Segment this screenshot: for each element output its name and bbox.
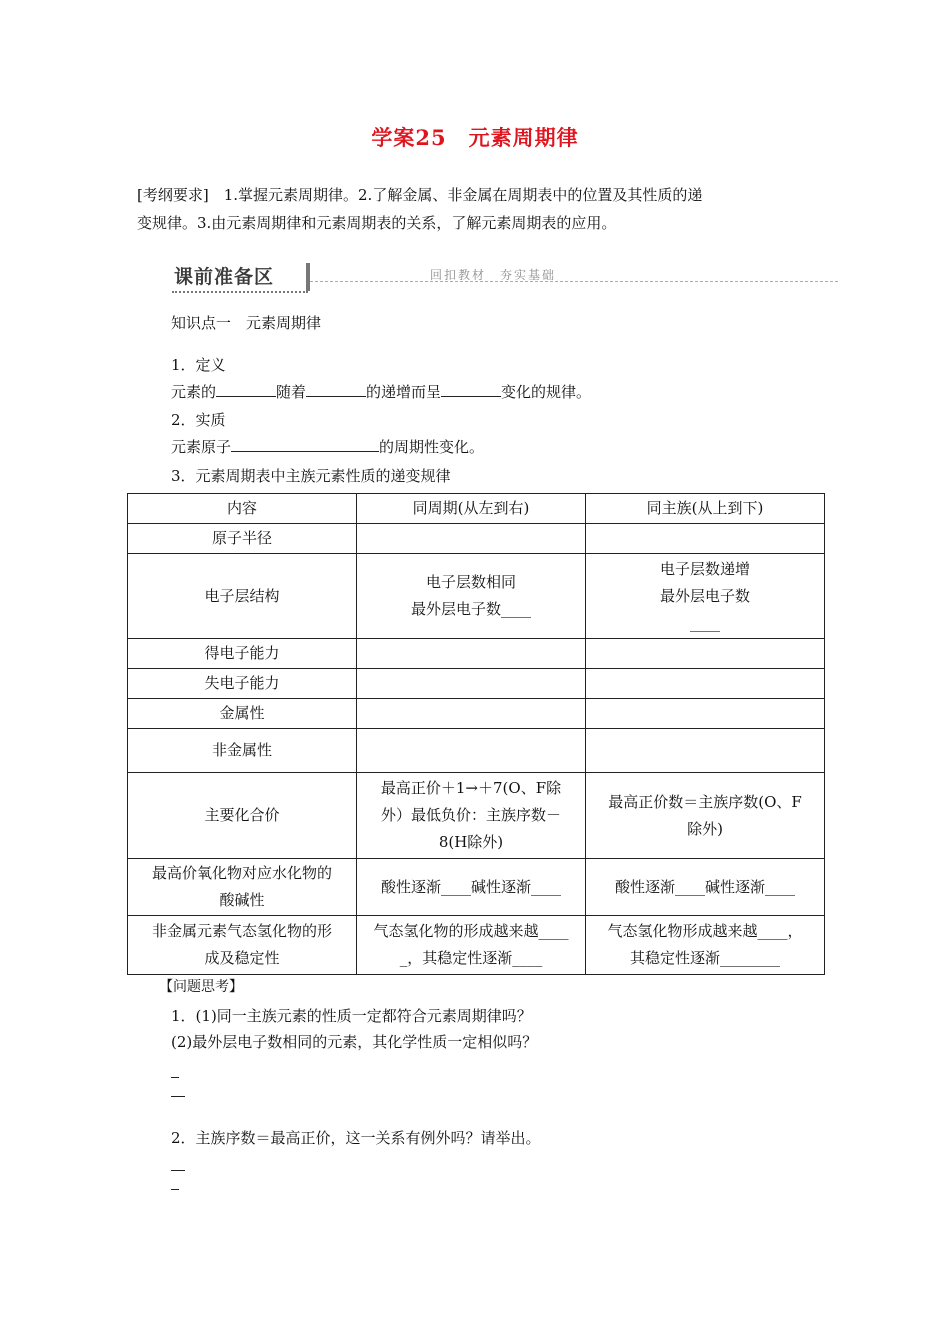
essence-heading: 2．实质 [171, 411, 226, 429]
definition-text-a: 元素的 [171, 383, 217, 401]
table-header-row [128, 494, 825, 524]
essence-text-a: 元素原子 [171, 438, 232, 456]
table-row [128, 916, 825, 975]
cell-line: 电子层数递增 [659, 559, 750, 578]
cell-line: 最外层电子数____ [410, 600, 531, 618]
banner-title: 课前准备区 [174, 266, 275, 288]
cell-line: 气态氢化物形成越来越____， [607, 922, 803, 940]
cell [586, 773, 825, 859]
blank [231, 437, 379, 452]
banner-underline [172, 291, 308, 293]
banner-rule [310, 281, 838, 282]
section-banner [172, 260, 838, 294]
table-row [128, 773, 825, 859]
row-label: 原子半径 [128, 524, 357, 554]
cell-line: 最外层电子数 [659, 586, 750, 605]
answer-line [171, 1096, 185, 1097]
row-label: 失电子能力 [128, 669, 357, 699]
cell-line: 酸性逐渐____碱性逐渐____ [380, 877, 561, 896]
table-row [128, 859, 825, 916]
cell [357, 916, 586, 975]
row-label [128, 916, 357, 975]
answer-line [171, 1077, 179, 1078]
answer-line [171, 1189, 179, 1190]
row-label: 电子层结构 [128, 554, 357, 639]
essence-text-b: 的周期性变化。 [379, 438, 485, 456]
cell-empty [357, 699, 586, 729]
cell-line: 成及稳定性 [204, 949, 280, 967]
blank [216, 382, 276, 397]
table-row [128, 729, 825, 773]
cell-line: 最高价氧化物对应水化物的 [151, 864, 332, 882]
banner-subtitle: 回扣教材 夯实基础 [430, 268, 557, 282]
cell-empty [586, 699, 825, 729]
questions-heading: 【问题思考】 [159, 979, 243, 995]
cell-line: 最高正价＋1→＋7(O、F除 [380, 779, 562, 797]
question-1-part-1: 1．(1)同一主族元素的性质一定都符合元素周期律吗？ [171, 1007, 532, 1025]
exam-requirements-line-2: 变规律。3.由元素周期律和元素周期表的关系，了解元素周期表的应用。 [137, 214, 617, 232]
cell-line: 非金属元素气态氢化物的形 [151, 922, 332, 940]
question-1-part-2: (2)最外层电子数相同的元素，其化学性质一定相似吗？ [171, 1033, 538, 1051]
row-label: 金属性 [128, 699, 357, 729]
header-same-period: 同周期(从左到右) [357, 494, 586, 524]
row-label: 非金属性 [128, 729, 357, 773]
cell-empty [357, 729, 586, 773]
cell-line: 最高正价数＝主族序数(O、F [608, 792, 802, 811]
cell-empty [586, 729, 825, 773]
blank [441, 382, 501, 397]
table-row [128, 669, 825, 699]
table-row [128, 639, 825, 669]
answer-line [171, 1170, 185, 1171]
row-label [128, 859, 357, 916]
definition-heading: 1．定义 [171, 356, 226, 374]
question-2: 2．主族序数＝最高正价，这一关系有例外吗？请举出。 [171, 1129, 541, 1147]
table-heading: 3．元素周期表中主族元素性质的递变规律 [171, 467, 451, 485]
definition-sentence [171, 382, 591, 402]
blank [306, 382, 366, 397]
cell [357, 859, 586, 916]
cell-line: 除外) [687, 819, 723, 838]
header-same-group: 同主族(从上到下) [586, 494, 825, 524]
banner-divider [306, 263, 310, 291]
cell [586, 859, 825, 916]
cell-line: 电子层数相同 [425, 573, 516, 591]
definition-text-d: 变化的规律。 [501, 383, 592, 401]
cell-line: 8(H除外) [438, 833, 504, 851]
cell-empty [586, 524, 825, 554]
cell [357, 773, 586, 859]
definition-text-b: 随着 [276, 383, 307, 401]
page-title: 学案25 元素周期律 [371, 125, 579, 150]
cell-empty [586, 669, 825, 699]
cell-line: 其稳定性逐渐________ [629, 949, 780, 967]
essence-sentence [171, 437, 484, 457]
cell-empty [357, 669, 586, 699]
table-row [128, 554, 825, 639]
row-label: 主要化合价 [128, 773, 357, 859]
cell-line: _，其稳定性逐渐____ [399, 949, 543, 967]
cell-line: 酸性逐渐____碱性逐渐____ [614, 877, 795, 896]
knowledge-heading: 知识点一 元素周期律 [171, 314, 322, 332]
cell [586, 916, 825, 975]
cell [586, 554, 825, 639]
exam-requirements-line-1: [考纲要求] 1.掌握元素周期律。2.了解金属、非金属在周期表中的位置及其性质的递 [137, 186, 703, 204]
cell-line: ____ [690, 613, 720, 632]
properties-table [127, 493, 825, 975]
table-row [128, 524, 825, 554]
header-content: 内容 [128, 494, 357, 524]
cell-line: 酸碱性 [219, 891, 265, 909]
cell-line: 外）最低负价：主族序数－ [380, 806, 561, 824]
cell-empty [586, 639, 825, 669]
definition-text-c: 的递增而呈 [366, 383, 442, 401]
cell-empty [357, 524, 586, 554]
table-row [128, 699, 825, 729]
cell-line: 气态氢化物的形成越来越____ [373, 922, 569, 940]
cell [357, 554, 586, 639]
row-label: 得电子能力 [128, 639, 357, 669]
cell-empty [357, 639, 586, 669]
